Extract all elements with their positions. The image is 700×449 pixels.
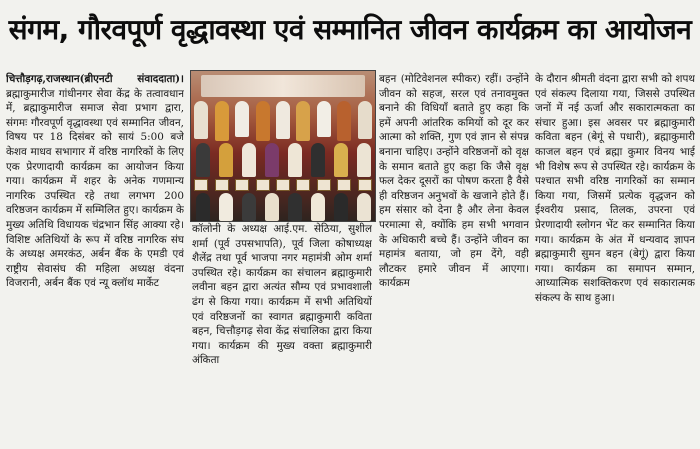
event-photo: [190, 70, 376, 222]
article-column-3: बहन (मोटिवेशनल स्पीकर) रहीं। उन्होंने जीवन को सहज, सरल एवं तनावमुक्त बनाने की विधियाँ बताते हुए कहा कि हमें अपनी आंतरिक कमियों को दूर कर आत्मा को शक्ति, गुण एवं ज्ञान से संपन्न बनाना चाहिए। उन्होंने वरिष्ठजनों को वृक्ष के समान बताते हुए कहा कि जैसे वृक्ष फल देकर दूसरों का पोषण करता है वैसे ही वरिष्ठजन अनुभवों के खजाने होते हैं। हम संसार को देना है और लेना केवल परमात्मा से, क्योंकि हम सभी भगवान के अधिकारी बच्चे हैं। उन्होंने जीवन का महामंत्र बताया, जो हम देंगे, वही लौटकर हमारे जीवन में आएगा। कार्यक्रम: [379, 73, 529, 290]
column-1-text: ब्रह्माकुमारीज गांधीनगर सेवा केंद्र के तत्वावधान में, ब्रह्माकुमारीज समाज सेवा प्रभाग द्वारा, संगमः गौरवपूर्ण वृद्धावस्था एवं सम्मानित जीवन, विषय पर 18 दिसंबर को सायं 5:00 बजे केशव माधव सभागार में वरिष्ठ नागरिकों के लिए एक प्रेरणादायी कार्यक्रम का आयोजन किया गया। कार्यक्रम में शहर के अनेक गणमान्य नागरिक उपस्थित रहे तथा लगभग 200 वरिष्ठजन कार्यक्रम में सम्मिलित हुए। कार्यक्रम के मुख्य अतिथि विधायक चंद्रभान सिंह आक्या रहे। विशिष्ट अतिथियों के रूप में वरिष्ठ नागरिक संघ के अध्यक्ष अमरकंठ, अर्बन बैंक के एमडी एवं राष्ट्रीय सेवासंघ की महिला अध्यक्ष वंदना विजरानी, अर्बन बैंक एवं न्यू क्लॉथ मार्केट: [6, 87, 184, 290]
dateline: चित्तौड़गढ़,राजस्थान(ब्रीएनटी संवाददाता)।: [6, 73, 184, 85]
photo-seated-row: [191, 193, 375, 221]
photo-middle-row: [191, 143, 375, 177]
stage-banner: [201, 75, 365, 97]
article-column-4: के दौरान श्रीमती वंदना द्वारा सभी को शपथ एवं संकल्प दिलाया गया, जिससे उपस्थित जनों में नई ऊर्जा और सकारात्मकता का संचार हुआ। इस अवसर पर ब्रह्माकुमारी कविता बहन (बेगूं से पधारी), ब्रह्माकुमारी काजल बहन एवं ब्रह्मा कुमार विनय भाई भी विशेष रूप से उपस्थित रहे। कार्यक्रम के पश्चात सभी वरिष्ठ नागरिकों का सम्मान किया गया, जिसमें प्रत्येक वृद्धजन को ईश्वरीय प्रसाद, तिलक, उपरना एवं प्रेरणादायी स्लोगन भेंट कर सम्मानित किया गया। कार्यक्रम के अंत में धन्यवाद ज्ञापन ब्रह्माकुमारी सुमन बहन (बेगूं) द्वारा किया गया। कार्यक्रम का समापन सम्मान, आध्यात्मिक सशक्तिकरण एवं सकारात्मक संकल्प के साथ हुआ।: [535, 73, 695, 304]
photo-back-row: [191, 101, 375, 141]
article-column-1: [6, 72, 184, 446]
headline: संगम, गौरवपूर्ण वृद्धावस्था एवं सम्मानित जीवन कार्यक्रम का आयोजन: [8, 13, 692, 46]
photo-front-row: [191, 179, 375, 191]
article-column-2: कॉलोनी के अध्यक्ष आई.एम. सेठिया, सुशील शर्मा (पूर्व उपसभापति), पूर्व जिला कोषाध्यक्ष शैलेंद्र तथा पूर्व भाजपा नगर महामंत्री ओम शर्मा उपस्थित रहे। कार्यक्रम का संचालन ब्रह्माकुमारी लवीना बहन द्वारा अत्यंत सौम्य एवं प्रभावशाली ढंग से किया गया। कार्यक्रम में सभी अतिथियों एवं वरिष्ठजनों का स्वागत ब्रह्माकुमारी कविता बहन, चित्तौड़गढ़ सेवा केंद्र संचालिका द्वारा किया गया। कार्यक्रम की मुख्य वक्ता ब्रह्माकुमारी अंकिता: [192, 223, 372, 367]
